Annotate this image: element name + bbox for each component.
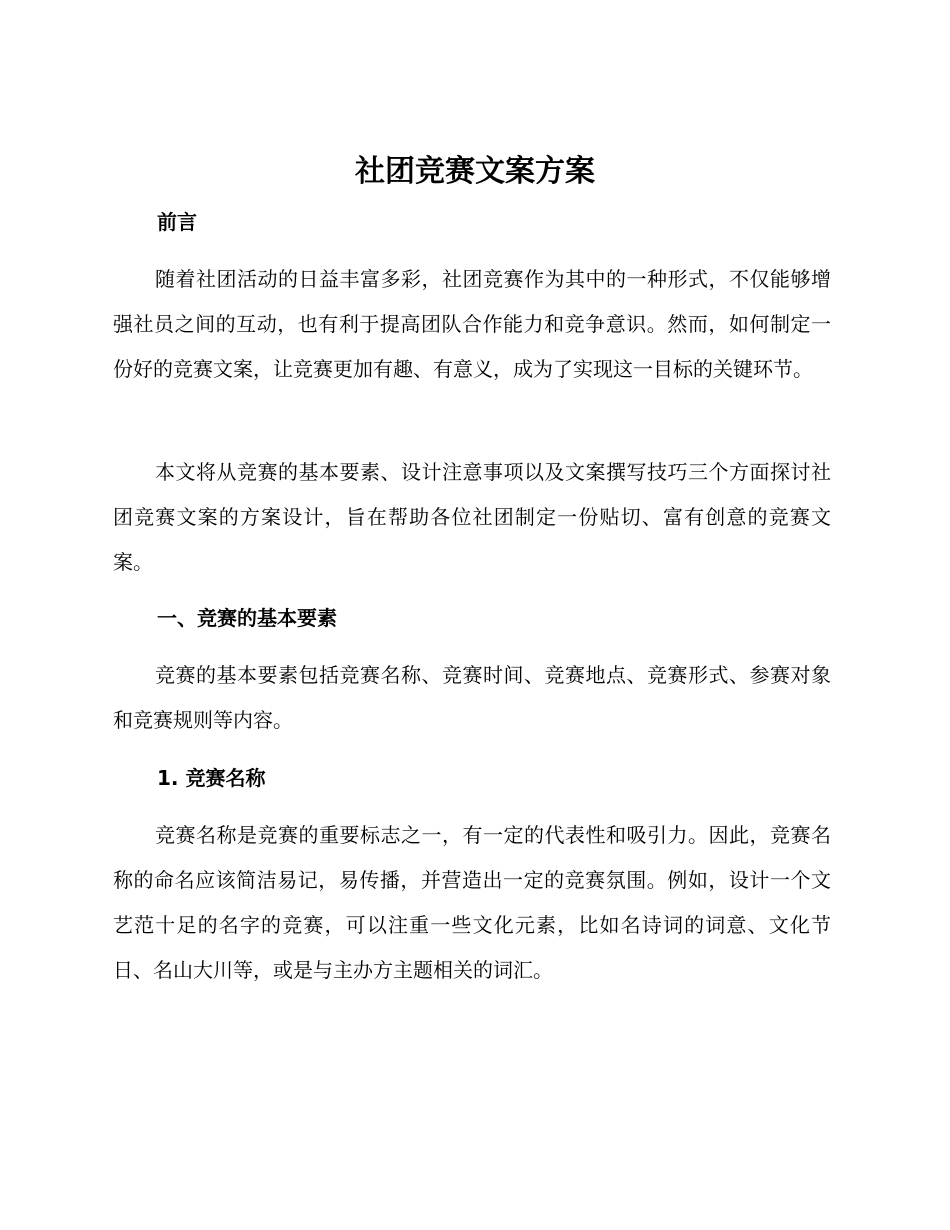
subsection-1-paragraph: 竞赛名称是竞赛的重要标志之一，有一定的代表性和吸引力。因此，竞赛名称的命名应该简洁易记，易传播，并营造出一定的竞赛氛围。例如，设计一个文艺范十足的名字的竞赛，可以注重一些文化元素，比如名诗词的词意、文化节日、名山大川等，或是与主办方主题相关的词汇。 bbox=[113, 823, 831, 982]
section-1-heading: 一、竞赛的基本要素 bbox=[157, 606, 337, 630]
preface-paragraph-2: 本文将从竞赛的基本要素、设计注意事项以及文案撰写技巧三个方面探讨社团竞赛文案的方案设计，旨在帮助各位社团制定一份贴切、富有创意的竞赛文案。 bbox=[113, 460, 831, 574]
document-title: 社团竞赛文案方案 bbox=[355, 154, 595, 189]
preface-paragraph-1: 随着社团活动的日益丰富多彩，社团竞赛作为其中的一种形式，不仅能够增强社员之间的互动，也有利于提高团队合作能力和竞争意识。然而，如何制定一份好的竞赛文案，让竞赛更加有趣、有意义，成为了实现这一目标的关键环节。 bbox=[113, 267, 831, 381]
section-1-paragraph: 竞赛的基本要素包括竞赛名称、竞赛时间、竞赛地点、竞赛形式、参赛对象和竞赛规则等内容。 bbox=[113, 663, 831, 732]
preface-heading: 前言 bbox=[157, 210, 197, 234]
subsection-1-heading: 1. 竞赛名称 bbox=[157, 766, 266, 790]
